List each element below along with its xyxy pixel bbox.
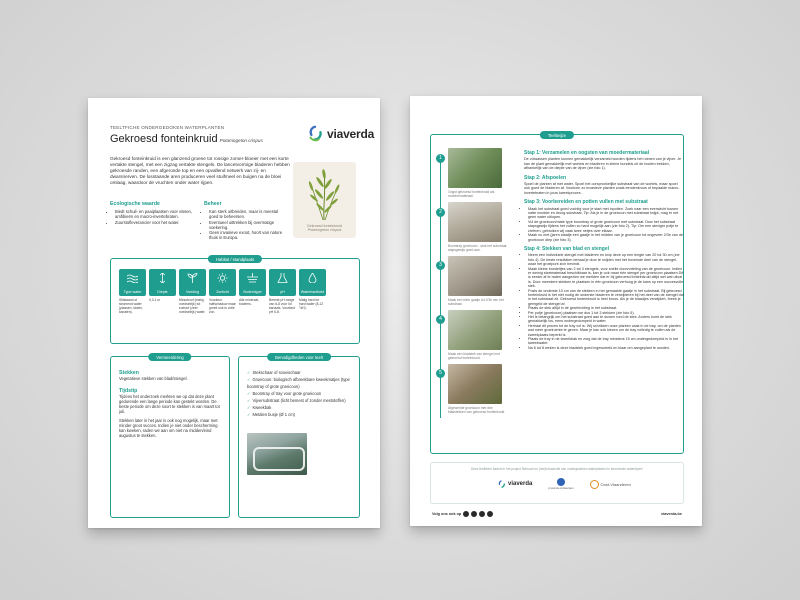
propagation-panel <box>110 356 230 518</box>
partner-oost-vlaanderen <box>590 480 631 489</box>
title-text: Gekroesd fonteinkruid <box>110 133 218 145</box>
photo-number: 2 <box>436 208 445 217</box>
youtube-icon[interactable] <box>487 511 493 517</box>
eco-item: • Zuurstofleverancier voor het water. <box>115 220 200 225</box>
step-item: • Per potje (groeicoon) plaatsen we dus 1 tot 3 stekken (zie foto 5). <box>528 311 684 315</box>
habitat-item <box>299 269 326 314</box>
habitat-item <box>119 269 146 314</box>
photo-finished <box>448 364 502 404</box>
instagram-icon[interactable] <box>479 511 485 517</box>
habitat-value: Mesotroof (matig voedselrijk) tot eutroof (zeer voedselrijk) water. <box>179 298 206 314</box>
partner-logos <box>497 478 631 490</box>
photo-caption: Oogst gekroesd fonteinkruid als moedermateriaal. <box>448 190 495 198</box>
eco-item: • Biedt schuil- en paaiplaatsen voor vissen, amfibieën en macro-invertebraten. <box>115 209 200 219</box>
water-type-tile <box>119 269 146 296</box>
photo-caption: Afgewerkte groeicoon met drie bladstekken van gekroesd fonteinkruid. <box>448 406 506 414</box>
website-link[interactable]: viaverda.be <box>661 512 682 516</box>
propagation-content <box>119 371 221 438</box>
supply-item: ✓ Metalen busje (Ø 1 cm) <box>247 411 355 418</box>
province-emblem-icon <box>557 478 565 486</box>
supply-item: ✓ Groeicoon: biologisch afbreekbare kweekmatjes (type boomtray of grote groeicoon) <box>247 376 355 390</box>
step-item: • Plaats de stek altijd in de groeirichting in het substraat. <box>528 306 684 310</box>
supply-item: ✓ Vijversubstraat (licht bemest of zonder meststoffen) <box>247 397 355 404</box>
follow-label: Volg ons ook op <box>432 512 462 516</box>
supplies-list <box>247 369 355 418</box>
habitat-item <box>149 269 176 314</box>
habitat-tab: Habitat / standplaats <box>208 255 262 263</box>
habitat-label: Voeding <box>186 290 199 294</box>
photo-caption: Boomtray groeicoon - stuk het substraat stapsgewijs goed aan. <box>448 244 507 252</box>
step-heading: Stap 3: Voorbereiden en potten vullen met substraat <box>524 199 648 206</box>
timeline-line <box>440 158 441 418</box>
partner-antwerpen <box>548 478 573 490</box>
partner-viaverda <box>497 480 532 489</box>
step-item: • Plaats de tray in de kweekbak en zorg dat de tray minstens 15 cm ondergedompeld is in het kweekwater. <box>528 337 684 346</box>
habitat-item <box>269 269 296 314</box>
step-item: • Het is belangrijk om het substraat goed aan te duwen rond de stek. Anders komt de stek gemakkelijk los, eens ondergedompeld in water. <box>528 315 684 324</box>
step-item: • Posts de onderste 10 cm van de stekken in het gemaakte gaatje in het substraat. Bij gekroesd fonteinkruid is het niet nodig de onderste bladeren te verwijderen bij het deel van de stengel dat in het substraat zit. Gekroesd fonteinkruid is heel broos. Als je de blaadjes verwijdert, breek je geregeld de stengel af. <box>528 289 684 307</box>
tank-photo <box>247 433 307 475</box>
step-heading: Stap 4: Stekken van blad en stengel <box>524 245 610 252</box>
intro-paragraph: Gekroesd fonteinkruid is een glanzend groene tot rossige zomer-bloeier met een korte vertakte stengel, met een zigzag vertakte stengels. De lancetvormige bladeren hebben gekroesde randen, een afgeronde top en een opvallend netwerk van zij- en dwarsnerven. De losstaande aren produceren veel stuifmeel en buigen na de bloei omlaag, waardoor de vruchten onder water rijpen. <box>110 156 290 185</box>
photo-cutting <box>448 310 502 350</box>
drop-icon <box>307 273 318 283</box>
habitat-item <box>239 269 266 314</box>
photo-caption: Maak een bladstek van stengel met gekroesd fonteinkruid. <box>448 352 500 360</box>
supplies-panel <box>238 356 360 518</box>
plant-illustration <box>293 162 356 222</box>
habitat-label: Zonlicht <box>216 290 229 294</box>
partner-name: viaverda <box>508 481 533 487</box>
management-section <box>204 202 288 240</box>
habitat-label: Bodemtype <box>243 290 262 294</box>
soil-icon <box>247 273 258 283</box>
sun-icon <box>217 273 228 283</box>
step-item: • Vul de groeicoon/mate type boomtray of grote groeicoon met substraat. Duw het substraat stapsgewijs tijdens het vullen zo hard mogelijk aan (zie foto 2). Tip: Om een steviger potje te creëren, gebruiken wij vaak twee netjes over elkaar. <box>528 220 684 233</box>
propagation-tab: Vermeerdering <box>148 353 191 361</box>
plant-caption-name: Gekroesd fonteinkruid <box>306 223 343 228</box>
facebook-icon[interactable] <box>463 511 469 517</box>
partners-box <box>430 462 684 504</box>
step-item: • Maak het substraat goed vochtig voor je start met inpotten. Zoek naar een evenwicht tussen natte modder en droog substraat. Tip: Als je in de groeicoon met substraat knijpt, mag er net geen water uitlopen. <box>528 207 684 220</box>
step-heading: Stap 1: Verzamelen en oogsten van moedermateriaal <box>524 150 650 156</box>
habitat-label: pH <box>280 290 285 294</box>
habitat-panel <box>110 258 360 344</box>
management-heading: Beheer <box>204 201 222 207</box>
depth-icon <box>157 273 168 283</box>
habitat-value: Breede pH-range van 6-8 voor lid kanaals. Voorkeur pH 6-8. <box>269 298 296 314</box>
water-hardness-tile <box>299 269 326 296</box>
step-text: Spoel de planten af met water. Spoel het oorspronkelijke substraat van de wortels, maar spoel ook goed de bladeren af. Voorkom zo invasieve planten zoals eendenkroos of bepaalde macro-invertebraten in jouw kweekproces. <box>524 182 680 195</box>
habitat-value: 0,3-1 m <box>149 298 161 302</box>
step-item: • Neem een individuele stengel met bladeren en knip deze op een lengte van 20 tot 30 cm (zie foto 4). De beste resultaten behaal je door te snijden met het bovenste deel van de stengel, waar het groeipunt zich bevindt. <box>528 253 684 266</box>
ph-tile <box>269 269 296 296</box>
brand-logo <box>306 125 374 143</box>
timing-text-2: Stekken later in het jaar is ook nog mogelijk, maar met minder groot succes. Indien je niet onder bescherming kan kweken, raden we aan om niet na midden/eind augustus te stekken. <box>119 418 218 438</box>
habitat-value: Alle mineraal-bodems. <box>239 298 260 306</box>
step-item: • Maak nu met (jaren staafje een gaatje in het midden van je groeicoon tot ongeveer 2/3e van de groeicoon diep (zie foto 3). <box>528 233 684 242</box>
photo-filling-tray <box>448 202 502 242</box>
photo-number: 5 <box>436 369 445 378</box>
photo-number: 1 <box>436 154 445 163</box>
supply-item: ✓ Stekschaar of snoeischaar <box>247 369 355 376</box>
habitat-label: Diepte <box>157 290 168 294</box>
management-item: • Kan sterk uitbreiden, maar is meestal goed te beheersen. <box>209 209 288 219</box>
photo-harvest <box>448 148 502 188</box>
step-item: • Maak kleine bundeltjes van 2 tot 3 stengels, voor snelle doorvorteling van de groeicoon. Indien er weinig startmateriaal beschikbaar is, kan je ook maar één stengel per groeicoon plaatsen.Dit is eerder af te raden aangezien we merkten dat er bij gekroesd fonteinkruid altijd wel wat uitval is. Door meerdere stekken te plaatsen in één groeicoon verhoog je de kans op een succesvolle stek. <box>528 267 684 289</box>
page-kicker: TEELTFICHE ONDERGEDOKEN WATERPLANTEN <box>110 125 225 130</box>
document-page-2 <box>410 96 702 526</box>
linkedin-icon[interactable] <box>471 511 477 517</box>
habitat-icons <box>119 269 326 314</box>
habitat-value: Stilstaand of stromend water (plassen, sloten, kanalen). <box>119 298 144 314</box>
photo-number: 4 <box>436 315 445 324</box>
logo-icon <box>306 125 324 143</box>
ecological-value-section <box>110 202 200 225</box>
soil-tile <box>239 269 266 296</box>
habitat-label: Waterhardheid <box>300 290 325 294</box>
logo-icon <box>497 480 506 489</box>
sprout-icon <box>187 273 198 283</box>
sunlight-tile <box>209 269 236 296</box>
step-item: • Herhaal dit proces tot de tray vol is. Wij schrikken onze planten vaak in de tray, om de planten wat meer groeiruimte te geven. Maar je kan ook kiezen om de tray volledig te vullen als de kweekplaats beperkt is. <box>528 324 684 337</box>
partner-name: provincie Antwerpen <box>548 486 574 490</box>
photo-hole <box>448 256 502 296</box>
scientific-name: Potamogeton crispus <box>219 138 263 143</box>
step-item: • Na 6 tot 8 weken is deze bladstek goed ingeworteld en klaar om aangeplant te worden. <box>528 346 684 350</box>
plant-illustration-card <box>293 162 356 238</box>
habitat-item <box>179 269 206 314</box>
flask-icon <box>277 273 288 283</box>
timing-heading: Tijdstip <box>119 388 138 394</box>
province-ring-icon <box>590 480 599 489</box>
timing-text-1: Tijdens het onderzoek merkten we op dat deze plant gedurende een lange periode kan gestekt worden. De beste periode om deze soort te stekken is van maart tot juli. <box>119 394 220 414</box>
page-title <box>110 133 263 145</box>
habitat-label: Type water <box>123 290 142 294</box>
nutrition-tile <box>179 269 206 296</box>
depth-tile <box>149 269 176 296</box>
cultivation-tab: Teeltwijze <box>540 131 574 139</box>
plant-caption <box>293 224 356 232</box>
partner-name: Oost-Vlaanderen <box>600 481 631 487</box>
tank-rim <box>253 447 305 471</box>
habitat-value: Voorkeur halfschaduw maar groeit ook in volle zon. <box>209 298 236 314</box>
photo-caption: Maak een klein gaatje tot 2/3e van het substraat. <box>448 298 504 306</box>
ecological-value-heading: Ecologische waarde <box>110 201 160 207</box>
footer-note: Deze teeltfiche kadert in het project 'Behoud en (her)introductie van ondergedoken waterplanten in stromende waterlopen' <box>470 467 644 471</box>
habitat-value: Matig hard tot hard water (8-12 °dH). <box>299 298 324 310</box>
brand-name: viaverda <box>327 127 375 141</box>
habitat-item <box>209 269 236 314</box>
cuttings-text: Vegetatieve stekken van blad/stengel. <box>119 376 188 381</box>
plant-caption-scientific: Potamogeton crispus <box>307 227 342 232</box>
supplies-tab: Benodigdheden voor teelt <box>267 353 331 361</box>
page-footer <box>432 511 682 517</box>
document-page-1 <box>88 98 380 528</box>
cuttings-heading: Stekken <box>119 370 139 376</box>
steps-column <box>524 146 684 350</box>
management-item: • Geen invasieve exoot, hoort van nature thuis in Europa. <box>209 230 288 240</box>
management-item: • Eventueel uittrekken bij overmatige voekering. <box>209 220 288 230</box>
photo-number: 3 <box>436 261 445 270</box>
step-heading: Stap 2: Afspoelen <box>524 174 567 181</box>
waves-icon <box>127 273 138 283</box>
step-text: De volwassen planten kunnen gemakkelijk verzameld worden tijdens het ruimen van je vijver. Je kan de plant gemakkelijk met wortels en bladeren in kleine bundels uit de bodem trekken, afhankelijk van de diepte van de vijver (zie foto 1). <box>524 157 682 171</box>
supply-item: ✓ Kweekbak <box>247 404 355 411</box>
supply-item: ✓ Boomtray of tray voor grote groeicoon <box>247 390 355 397</box>
